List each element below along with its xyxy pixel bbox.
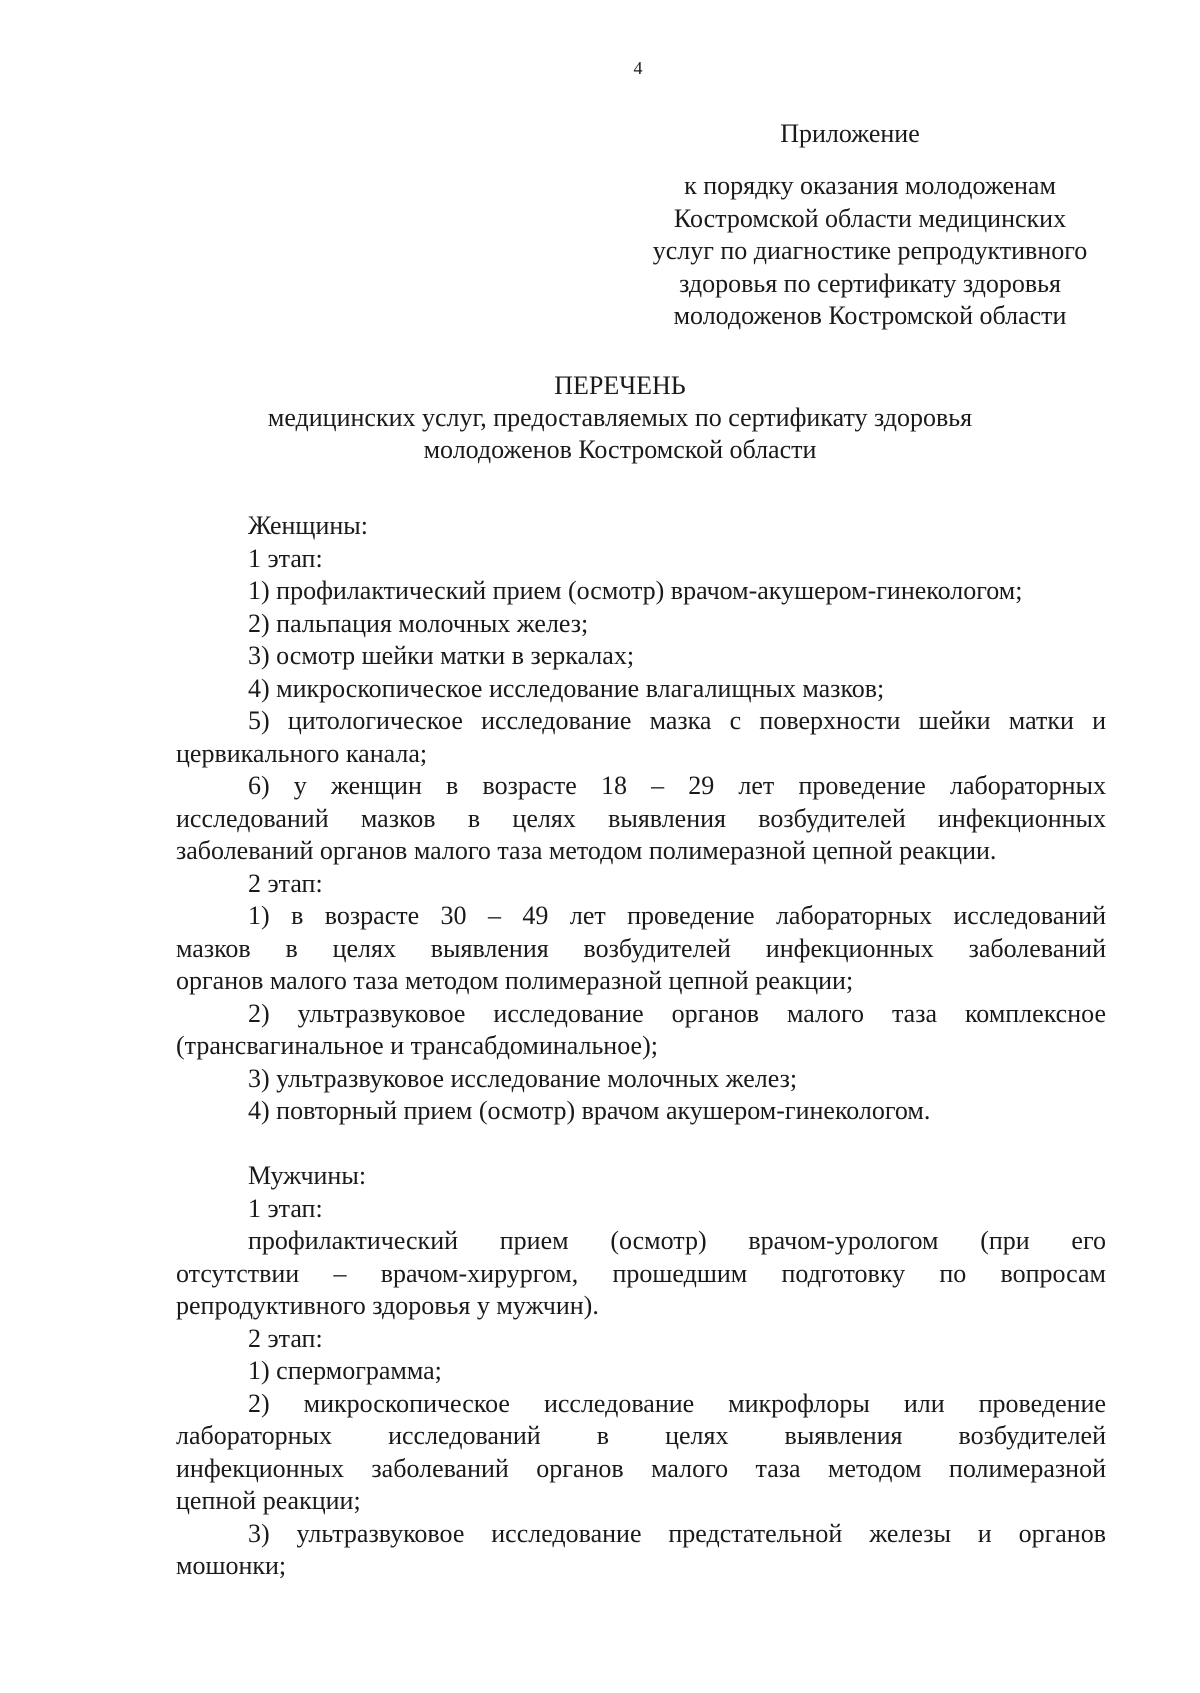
list-item-continuation: органов малого таза методом полимеразной цепной реакции; bbox=[176, 966, 854, 995]
list-item: профилактический прием (осмотр) врачом-урологом (при его bbox=[248, 1226, 1106, 1255]
list-item: 4) микроскопическое исследование влагалищных мазков; bbox=[248, 673, 885, 703]
heading-subtitle-line: медицинских услуг, предоставляемых по сертификату здоровья bbox=[267, 403, 973, 432]
men-stage2-label: 2 этап: bbox=[248, 1323, 323, 1353]
list-item: 4) повторный прием (осмотр) врачом акушером-гинекологом. bbox=[248, 1096, 931, 1125]
men-label: Мужчины: bbox=[248, 1161, 367, 1190]
page-number: 4 bbox=[633, 58, 643, 78]
appendix-line: Костромской области медицинских bbox=[673, 203, 1067, 233]
appendix-line: молодоженов Костромской области bbox=[673, 301, 1067, 330]
list-item: 6) у женщин в возрасте 18 – 29 лет проведение лабораторных bbox=[248, 771, 1106, 800]
men-stage1-label: 1 этап: bbox=[248, 1193, 323, 1223]
appendix-title: Приложение bbox=[780, 119, 920, 148]
list-item-continuation: исследований мазков в целях выявления возбудителей инфекционных bbox=[176, 803, 1106, 833]
women-label: Женщины: bbox=[248, 511, 368, 540]
list-item-continuation: лабораторных исследований в целях выявления возбудителей bbox=[176, 1421, 1106, 1450]
list-item-continuation: мазков в целях выявления возбудителей инфекционных заболеваний bbox=[176, 933, 1106, 963]
list-item: 3) ультразвуковое исследование предстательной железы и органов bbox=[248, 1518, 1106, 1548]
list-item: 1) профилактический прием (осмотр) врачом-акушером-гинекологом; bbox=[248, 576, 1023, 605]
heading-subtitle-line: молодоженов Костромской области bbox=[423, 435, 817, 464]
list-item: 5) цитологическое исследование мазка с поверхности шейки матки и bbox=[248, 706, 1106, 735]
list-item-continuation: репродуктивного здоровья у мужчин). bbox=[176, 1291, 599, 1320]
appendix-line: здоровья по сертификату здоровья bbox=[679, 268, 1061, 298]
document-heading bbox=[200, 370, 1040, 466]
list-item-continuation: отсутствии – врачом-хирургом, прошедшим подготовку по вопросам bbox=[176, 1258, 1106, 1288]
list-item: 1) спермограмма; bbox=[248, 1356, 442, 1385]
list-item: 3) осмотр шейки матки в зеркалах; bbox=[248, 641, 635, 670]
document-body bbox=[176, 510, 1106, 1583]
section-gap bbox=[176, 1128, 1106, 1161]
list-item-continuation: мошонки; bbox=[176, 1551, 287, 1580]
list-item: 3) ультразвуковое исследование молочных желез; bbox=[248, 1063, 798, 1093]
heading-title: ПЕРЕЧЕНЬ bbox=[554, 371, 686, 400]
list-item-continuation: цервикального канала; bbox=[176, 738, 428, 768]
appendix-reference bbox=[620, 170, 1120, 333]
list-item-continuation: цепной реакции; bbox=[176, 1486, 361, 1515]
appendix-line: услуг по диагностике репродуктивного bbox=[652, 236, 1088, 265]
list-item: 2) ультразвуковое исследование органов малого таза комплексное bbox=[248, 998, 1106, 1028]
list-item-continuation: (трансвагинальное и трансабдоминальное); bbox=[176, 1031, 658, 1060]
list-item: 2) микроскопическое исследование микрофлоры или проведение bbox=[248, 1388, 1106, 1418]
list-item: 2) пальпация молочных желез; bbox=[248, 608, 589, 638]
appendix-line: к порядку оказания молодоженам bbox=[684, 171, 1056, 200]
women-stage2-label: 2 этап: bbox=[248, 868, 323, 898]
list-item: 1) в возрасте 30 – 49 лет проведение лабораторных исследований bbox=[248, 901, 1106, 930]
women-stage1-label: 1 этап: bbox=[248, 543, 323, 573]
list-item-continuation: инфекционных заболеваний органов малого таза методом полимеразной bbox=[176, 1453, 1106, 1483]
list-item-continuation: заболеваний органов малого таза методом полимеразной цепной реакции. bbox=[176, 836, 997, 865]
